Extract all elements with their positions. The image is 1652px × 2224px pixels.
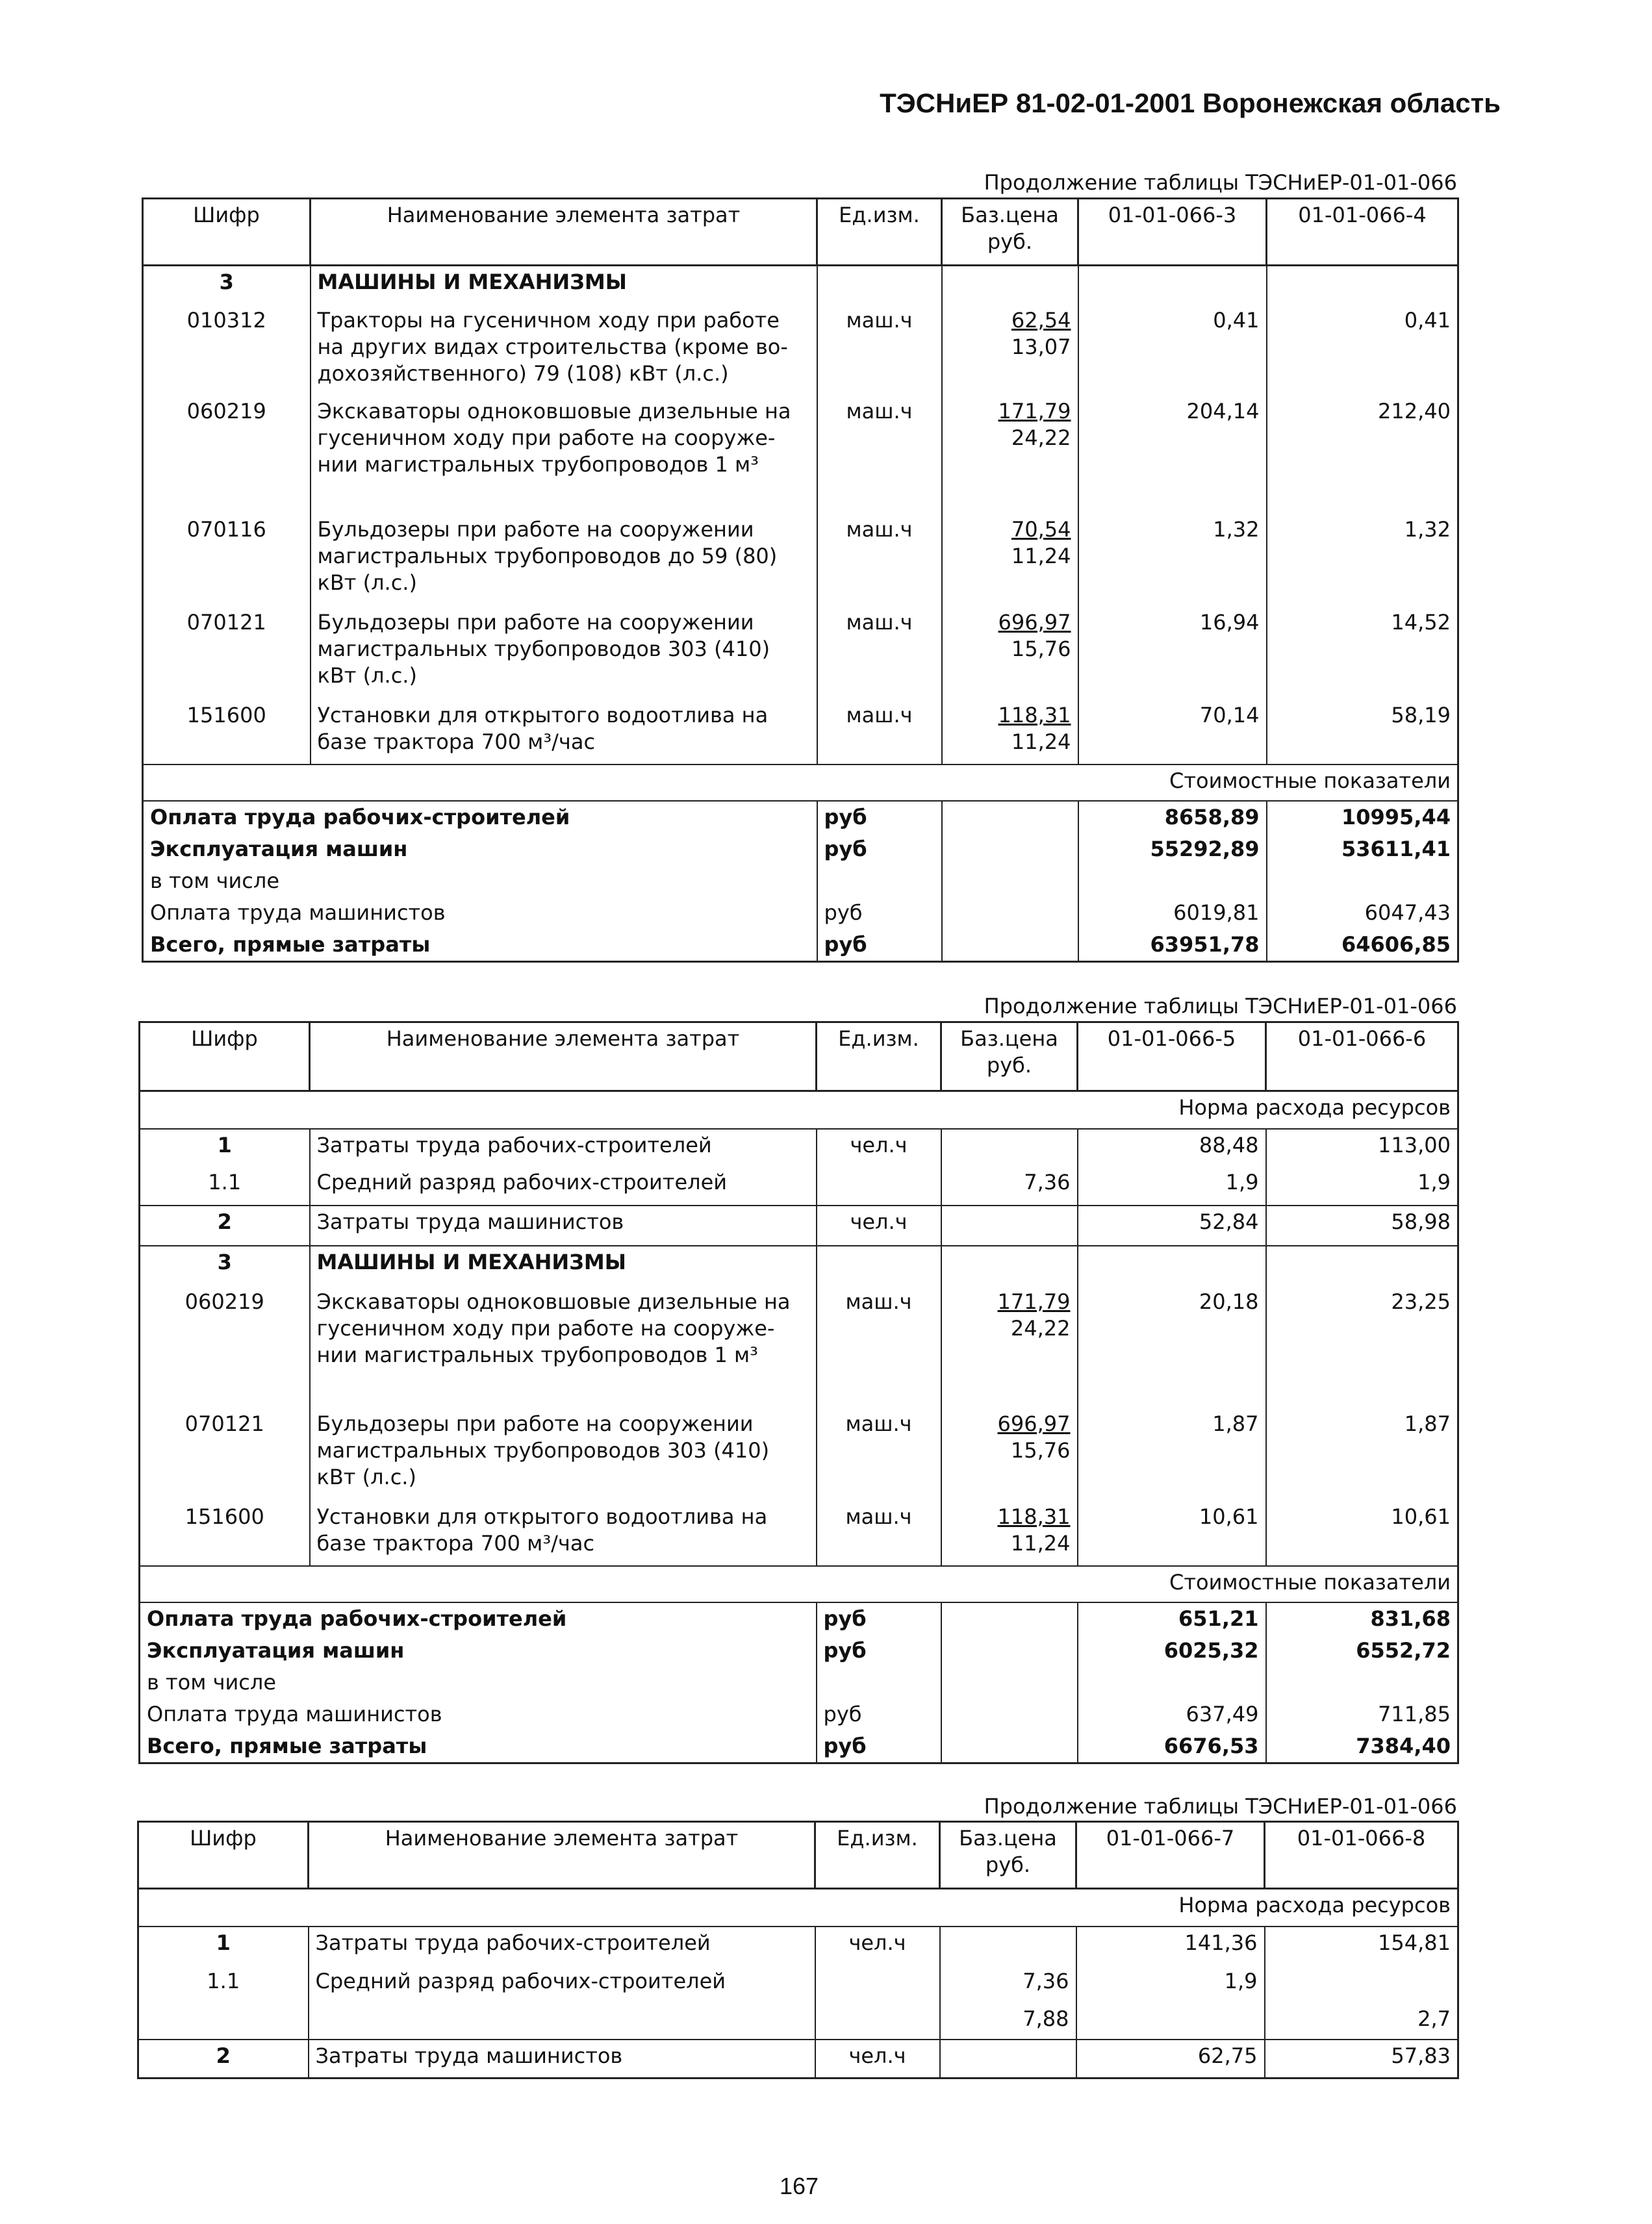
cost-section-title: Стоимостные показатели (140, 1566, 1458, 1602)
row-unit: чел.ч (815, 1927, 940, 1965)
col-header-code: Шифр (140, 1022, 310, 1091)
row-unit (815, 2003, 940, 2040)
row-unit: чел.ч (817, 1129, 941, 1167)
row-price (941, 1286, 1078, 1408)
row-name: Затраты труда машинистов (309, 2040, 815, 2079)
section-title: МАШИНЫ И МЕХАНИЗМЫ (311, 266, 817, 305)
cost-section-row (140, 1566, 1458, 1602)
table-continuation-label: Продолжение таблицы ТЭСНиЕР-01-01-066 (984, 1794, 1457, 1819)
price-top: 118,31 (997, 1504, 1071, 1529)
row-value-a: 1,9 (1078, 1167, 1266, 1206)
price-top: 171,79 (998, 398, 1071, 423)
row-price (942, 396, 1078, 514)
row-name: Установки для открытого водоотлива на базе трактора 700 м³/час (311, 700, 817, 764)
norm-section-title: Норма расхода ресурсов (138, 1889, 1458, 1927)
cost-name: Оплата труда рабочих-строителей (140, 1602, 817, 1635)
col-header-name: Наименование элемента затрат (311, 199, 817, 266)
price-bottom: 11,24 (1011, 729, 1071, 754)
col-header-price: Баз.цена руб. (942, 199, 1078, 266)
row-code: 070121 (143, 607, 311, 700)
section-code: 3 (143, 266, 311, 305)
cost-value-a: 6019,81 (1078, 897, 1267, 929)
table-header-row (143, 199, 1458, 266)
col-header-b: 01-01-066-4 (1267, 199, 1458, 266)
row-code: 060219 (143, 396, 311, 514)
row-value-b: 113,00 (1266, 1129, 1458, 1167)
price-top: 696,97 (997, 1411, 1071, 1436)
price-bottom: 11,24 (1010, 1530, 1071, 1556)
cost-value-a: 6025,32 (1078, 1635, 1266, 1667)
row-name: Затраты труда машинистов (310, 1206, 817, 1246)
row-value-a (1076, 2003, 1265, 2040)
col-header-b: 01-01-066-8 (1265, 1822, 1458, 1889)
cost-name: в том числе (143, 865, 817, 897)
table-row (140, 1286, 1458, 1408)
row-name (309, 2003, 815, 2040)
col-header-name: Наименование элемента затрат (310, 1022, 817, 1091)
row-price (942, 305, 1078, 396)
cost-row (143, 865, 1458, 897)
row-unit: маш.ч (817, 1286, 941, 1408)
row-price: 7,36 (940, 1965, 1076, 2003)
price-bottom: 24,22 (1010, 1315, 1071, 1341)
col-header-b: 01-01-066-6 (1266, 1022, 1458, 1091)
row-code: 070121 (140, 1408, 310, 1501)
row-value-b: 2,7 (1265, 2003, 1458, 2040)
cost-name: Эксплуатация машин (143, 833, 817, 865)
row-unit: маш.ч (817, 607, 942, 700)
cost-row (140, 1667, 1458, 1699)
row-value-b: 58,19 (1267, 700, 1458, 764)
section-code: 3 (140, 1246, 310, 1286)
row-name: Бульдозеры при работе на сооружении магистральных трубопроводов до 59 (80) кВт (л.с.) (311, 514, 817, 607)
row-name: Экскаваторы одноковшовые дизельные на гусеничном ходу при работе на сооруже-нии магистральных трубопроводов 1 м³ (311, 396, 817, 514)
row-value-a: 70,14 (1078, 700, 1267, 764)
row-value-b: 58,98 (1266, 1206, 1458, 1246)
row-price (942, 514, 1078, 607)
price-top: 171,79 (997, 1289, 1071, 1314)
col-header-unit: Ед.изм. (817, 199, 942, 266)
row-price (942, 607, 1078, 700)
cost-section-title: Стоимостные показатели (143, 764, 1458, 801)
row-value-b: 212,40 (1267, 396, 1458, 514)
cost-section-row (143, 764, 1458, 801)
row-unit: маш.ч (817, 514, 942, 607)
cost-value-a: 63951,78 (1078, 929, 1267, 962)
cost-unit: руб (817, 1602, 941, 1635)
table-row (143, 514, 1458, 607)
price-top: 696,97 (998, 609, 1071, 635)
row-unit: маш.ч (817, 305, 942, 396)
cost-value-a: 637,49 (1078, 1699, 1266, 1730)
row-value-b: 154,81 (1265, 1927, 1458, 1965)
row-code: 010312 (143, 305, 311, 396)
row-unit (815, 1965, 940, 2003)
price-top: 118,31 (998, 702, 1071, 727)
row-value-a: 20,18 (1078, 1286, 1266, 1408)
table-row (138, 1927, 1458, 1965)
cost-row (143, 833, 1458, 865)
table-row (140, 1501, 1458, 1566)
row-code: 1 (140, 1129, 310, 1167)
cost-value-b: 711,85 (1266, 1699, 1458, 1730)
norm-section-row (140, 1091, 1458, 1129)
row-unit: чел.ч (817, 1206, 941, 1246)
table-continuation-label: Продолжение таблицы ТЭСНиЕР-01-01-066 (984, 994, 1457, 1018)
norm-section-title: Норма расхода ресурсов (140, 1091, 1458, 1129)
row-price: 7,88 (940, 2003, 1076, 2040)
cost-name: в том числе (140, 1667, 817, 1699)
cost-name: Оплата труда машинистов (143, 897, 817, 929)
cost-row (140, 1699, 1458, 1730)
table-row (140, 1129, 1458, 1167)
row-name: Средний разряд рабочих-строителей (309, 1965, 815, 2003)
row-price (940, 2040, 1076, 2079)
cost-row (143, 897, 1458, 929)
table-row (138, 1965, 1458, 2003)
row-code: 1.1 (138, 1965, 309, 2003)
cost-name: Оплата труда машинистов (140, 1699, 817, 1730)
row-code: 151600 (143, 700, 311, 764)
row-price (941, 1501, 1078, 1566)
row-value-b (1265, 1965, 1458, 2003)
cost-value-a: 8658,89 (1078, 801, 1267, 833)
cost-value-b: 53611,41 (1267, 833, 1458, 865)
page-number: 167 (779, 2173, 819, 2199)
cost-row (140, 1730, 1458, 1763)
section-title: МАШИНЫ И МЕХАНИЗМЫ (310, 1246, 817, 1286)
col-header-price: Баз.цена руб. (940, 1822, 1076, 1889)
cost-row (143, 929, 1458, 962)
cost-value-b: 7384,40 (1266, 1730, 1458, 1763)
row-value-b: 10,61 (1266, 1501, 1458, 1566)
row-value-b: 14,52 (1267, 607, 1458, 700)
table-header-row (138, 1822, 1458, 1889)
row-code (138, 2003, 309, 2040)
col-header-code: Шифр (138, 1822, 309, 1889)
row-value-a: 0,41 (1078, 305, 1267, 396)
cost-unit: руб (817, 833, 942, 865)
row-price (942, 700, 1078, 764)
row-name: Тракторы на гусеничном ходу при работе на других видах строительства (кроме во-дохозяйственного) 79 (108) кВт (л.с.) (311, 305, 817, 396)
col-header-price: Баз.цена руб. (941, 1022, 1078, 1091)
col-header-a: 01-01-066-5 (1078, 1022, 1266, 1091)
row-name: Затраты труда рабочих-строителей (310, 1129, 817, 1167)
row-unit: чел.ч (815, 2040, 940, 2079)
col-header-unit: Ед.изм. (815, 1822, 940, 1889)
cost-name: Всего, прямые затраты (140, 1730, 817, 1763)
row-name: Затраты труда рабочих-строителей (309, 1927, 815, 1965)
col-header-code: Шифр (143, 199, 311, 266)
row-value-a: 1,9 (1076, 1965, 1265, 2003)
row-name: Бульдозеры при работе на сооружении магистральных трубопроводов 303 (410) кВт (л.с.) (311, 607, 817, 700)
row-code: 060219 (140, 1286, 310, 1408)
cost-value-b: 6552,72 (1266, 1635, 1458, 1667)
row-value-b: 1,9 (1266, 1167, 1458, 1206)
row-value-a: 62,75 (1076, 2040, 1265, 2079)
norm-section-row (138, 1889, 1458, 1927)
cost-unit: руб (817, 1635, 941, 1667)
row-value-b: 1,32 (1267, 514, 1458, 607)
resource-table-3 (137, 1821, 1459, 2079)
table-row (138, 2003, 1458, 2040)
table-row (140, 1408, 1458, 1501)
price-top: 70,54 (1011, 516, 1071, 542)
row-unit: маш.ч (817, 700, 942, 764)
row-code: 070116 (143, 514, 311, 607)
cost-unit: руб (817, 1730, 941, 1763)
table-row (140, 1206, 1458, 1246)
price-bottom: 24,22 (1011, 425, 1071, 450)
cost-row (140, 1635, 1458, 1667)
table-row (138, 2040, 1458, 2079)
row-price (940, 1927, 1076, 1965)
cost-name: Эксплуатация машин (140, 1635, 817, 1667)
row-name: Бульдозеры при работе на сооружении магистральных трубопроводов 303 (410) кВт (л.с.) (310, 1408, 817, 1501)
row-name: Экскаваторы одноковшовые дизельные на гусеничном ходу при работе на сооруже-нии магистральных трубопроводов 1 м³ (310, 1286, 817, 1408)
col-header-unit: Ед.изм. (817, 1022, 941, 1091)
row-unit: маш.ч (817, 1408, 941, 1501)
cost-name: Всего, прямые затраты (143, 929, 817, 962)
row-unit (817, 1167, 941, 1206)
row-code: 2 (138, 2040, 309, 2079)
cost-row (143, 801, 1458, 833)
col-header-name: Наименование элемента затрат (309, 1822, 815, 1889)
cost-value-a: 6676,53 (1078, 1730, 1266, 1763)
row-code: 1 (138, 1927, 309, 1965)
resource-table-1 (142, 197, 1459, 963)
row-value-a: 10,61 (1078, 1501, 1266, 1566)
row-value-a: 16,94 (1078, 607, 1267, 700)
price-bottom: 13,07 (1011, 334, 1071, 359)
cost-unit: руб (817, 801, 942, 833)
cost-unit: руб (817, 1699, 941, 1730)
cost-value-a: 55292,89 (1078, 833, 1267, 865)
row-value-b: 0,41 (1267, 305, 1458, 396)
row-price (941, 1129, 1078, 1167)
row-value-b: 23,25 (1266, 1286, 1458, 1408)
row-name: Установки для открытого водоотлива на базе трактора 700 м³/час (310, 1501, 817, 1566)
resource-table-2 (138, 1021, 1459, 1764)
price-top: 62,54 (1011, 307, 1071, 333)
row-price (941, 1206, 1078, 1246)
price-bottom: 15,76 (1010, 1437, 1071, 1463)
cost-row (140, 1602, 1458, 1635)
row-value-a: 204,14 (1078, 396, 1267, 514)
row-unit: маш.ч (817, 1501, 941, 1566)
col-header-a: 01-01-066-7 (1076, 1822, 1265, 1889)
row-unit: маш.ч (817, 396, 942, 514)
col-header-a: 01-01-066-3 (1078, 199, 1267, 266)
cost-value-b: 10995,44 (1267, 801, 1458, 833)
table-row (143, 396, 1458, 514)
cost-value-a: 651,21 (1078, 1602, 1266, 1635)
price-bottom: 15,76 (1011, 636, 1071, 661)
row-value-a: 1,32 (1078, 514, 1267, 607)
section-row (140, 1246, 1458, 1286)
row-value-b: 1,87 (1266, 1408, 1458, 1501)
cost-unit: руб (817, 929, 942, 962)
row-value-b: 57,83 (1265, 2040, 1458, 2079)
row-name: Средний разряд рабочих-строителей (310, 1167, 817, 1206)
row-value-a: 1,87 (1078, 1408, 1266, 1501)
row-price: 7,36 (941, 1167, 1078, 1206)
row-code: 2 (140, 1206, 310, 1246)
table-header-row (140, 1022, 1458, 1091)
cost-value-b: 6047,43 (1267, 897, 1458, 929)
document-title: ТЭСНиЕР 81-02-01-2001 Воронежская область (880, 88, 1501, 118)
row-value-a: 88,48 (1078, 1129, 1266, 1167)
row-value-a: 141,36 (1076, 1927, 1265, 1965)
table-row (140, 1167, 1458, 1206)
row-value-a: 52,84 (1078, 1206, 1266, 1246)
cost-value-b: 831,68 (1266, 1602, 1458, 1635)
price-bottom: 11,24 (1011, 543, 1071, 568)
table-row (143, 305, 1458, 396)
row-code: 1.1 (140, 1167, 310, 1206)
section-row (143, 266, 1458, 305)
table-row (143, 700, 1458, 764)
row-code: 151600 (140, 1501, 310, 1566)
cost-name: Оплата труда рабочих-строителей (143, 801, 817, 833)
table-row (143, 607, 1458, 700)
row-price (941, 1408, 1078, 1501)
table-continuation-label: Продолжение таблицы ТЭСНиЕР-01-01-066 (984, 170, 1457, 195)
cost-unit: руб (817, 897, 942, 929)
cost-value-b: 64606,85 (1267, 929, 1458, 962)
